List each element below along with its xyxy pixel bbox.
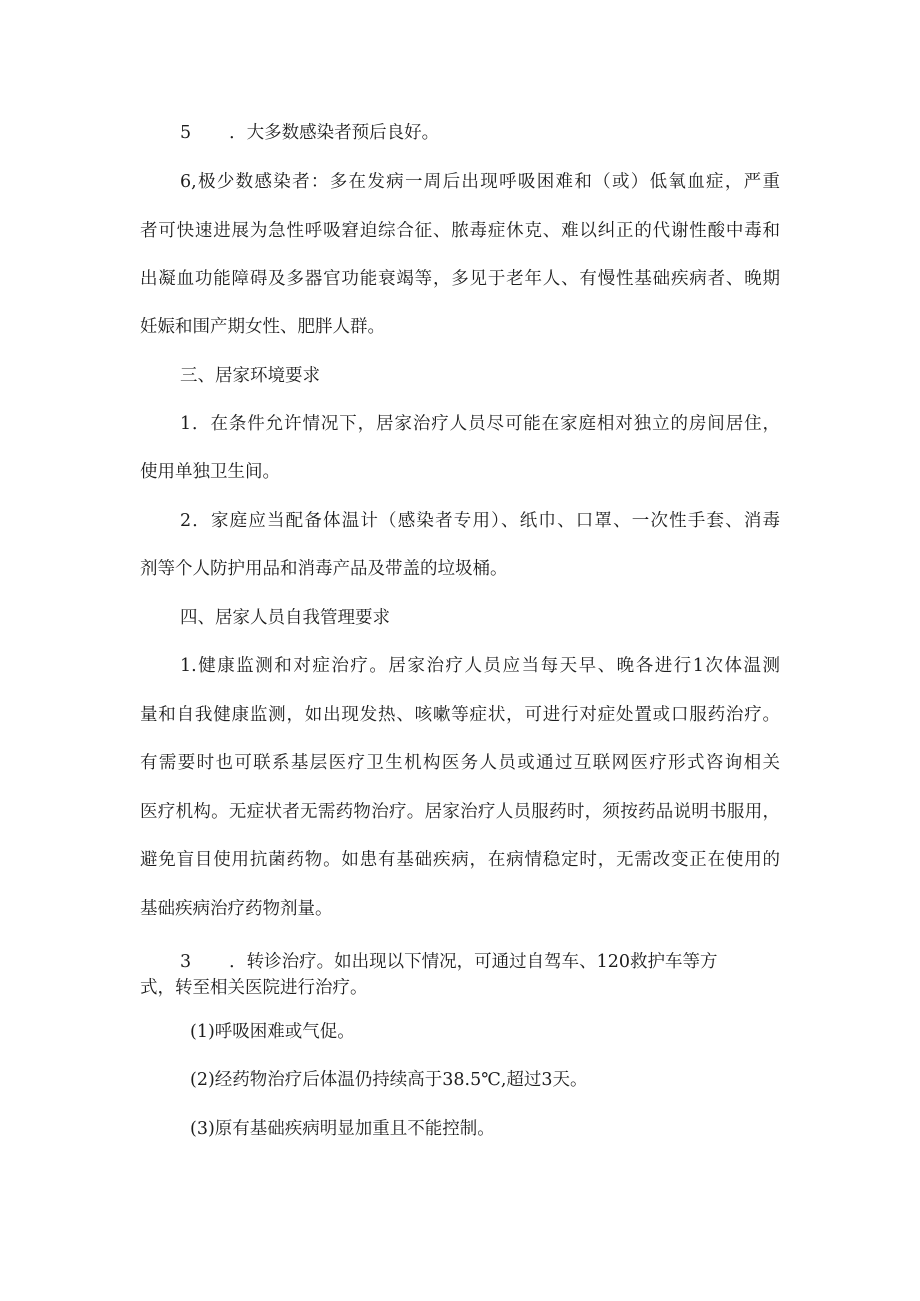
paragraph-line: 剂等个人防护用品和消毒产品及带盖的垃圾桶。 <box>140 559 508 579</box>
item-number: 5 <box>180 123 192 143</box>
section-heading: 四、居家人员自我管理要求 <box>180 608 390 628</box>
paragraph-line: 6,极少数感染者：多在发病一周后出现呼吸困难和（或）低氧血症，严重 <box>180 172 780 192</box>
item-3 <box>180 950 718 974</box>
list-item: (3)原有基础疾病明显加重且不能控制。 <box>190 1119 495 1139</box>
paragraph-line: 避免盲目使用抗菌药物。如患有基础疾病，在病情稳定时，无需改变正在使用的 <box>140 850 780 870</box>
paragraph-line: 1.健康监测和对症治疗。居家治疗人员应当每天早、晚各进行1次体温测 <box>180 656 780 676</box>
list-item: (1)呼吸困难或气促。 <box>190 1022 355 1042</box>
paragraph-line: 使用单独卫生间。 <box>140 462 280 482</box>
item-number: 3 <box>180 952 192 972</box>
paragraph-line: 医疗机构。无症状者无需药物治疗。居家治疗人员服药时，须按药品说明书服用， <box>140 802 780 822</box>
item-text: ．转诊治疗。如出现以下情况，可通过自驾车、120救护车等方 <box>229 952 718 972</box>
paragraph-line: 式，转至相关医院进行治疗。 <box>140 978 368 998</box>
paragraph-line: 量和自我健康监测，如出现发热、咳嗽等症状，可进行对症处置或口服药治疗。 <box>140 705 780 725</box>
paragraph-line: 出凝血功能障碍及多器官功能衰竭等，多见于老年人、有慢性基础疾病者、晚期 <box>140 269 780 289</box>
paragraph-line: 1．在条件允许情况下，居家治疗人员尽可能在家庭相对独立的房间居住， <box>180 414 780 434</box>
section-heading: 三、居家环境要求 <box>180 366 320 386</box>
list-item: (2)经药物治疗后体温仍持续高于38.5℃,超过3天。 <box>190 1070 588 1090</box>
item-text: ．大多数感染者预后良好。 <box>229 123 440 143</box>
item-5 <box>180 121 439 145</box>
paragraph-line: 妊娠和围产期女性、肥胖人群。 <box>140 317 385 337</box>
paragraph-line: 基础疾病治疗药物剂量。 <box>140 899 333 919</box>
paragraph-line: 2．家庭应当配备体温计（感染者专用）、纸巾、口罩、一次性手套、消毒 <box>180 511 780 531</box>
paragraph-line: 有需要时也可联系基层医疗卫生机构医务人员或通过互联网医疗形式咨询相关 <box>140 753 780 773</box>
paragraph-line: 者可快速进展为急性呼吸窘迫综合征、脓毒症休克、难以纠正的代谢性酸中毒和 <box>140 221 780 241</box>
